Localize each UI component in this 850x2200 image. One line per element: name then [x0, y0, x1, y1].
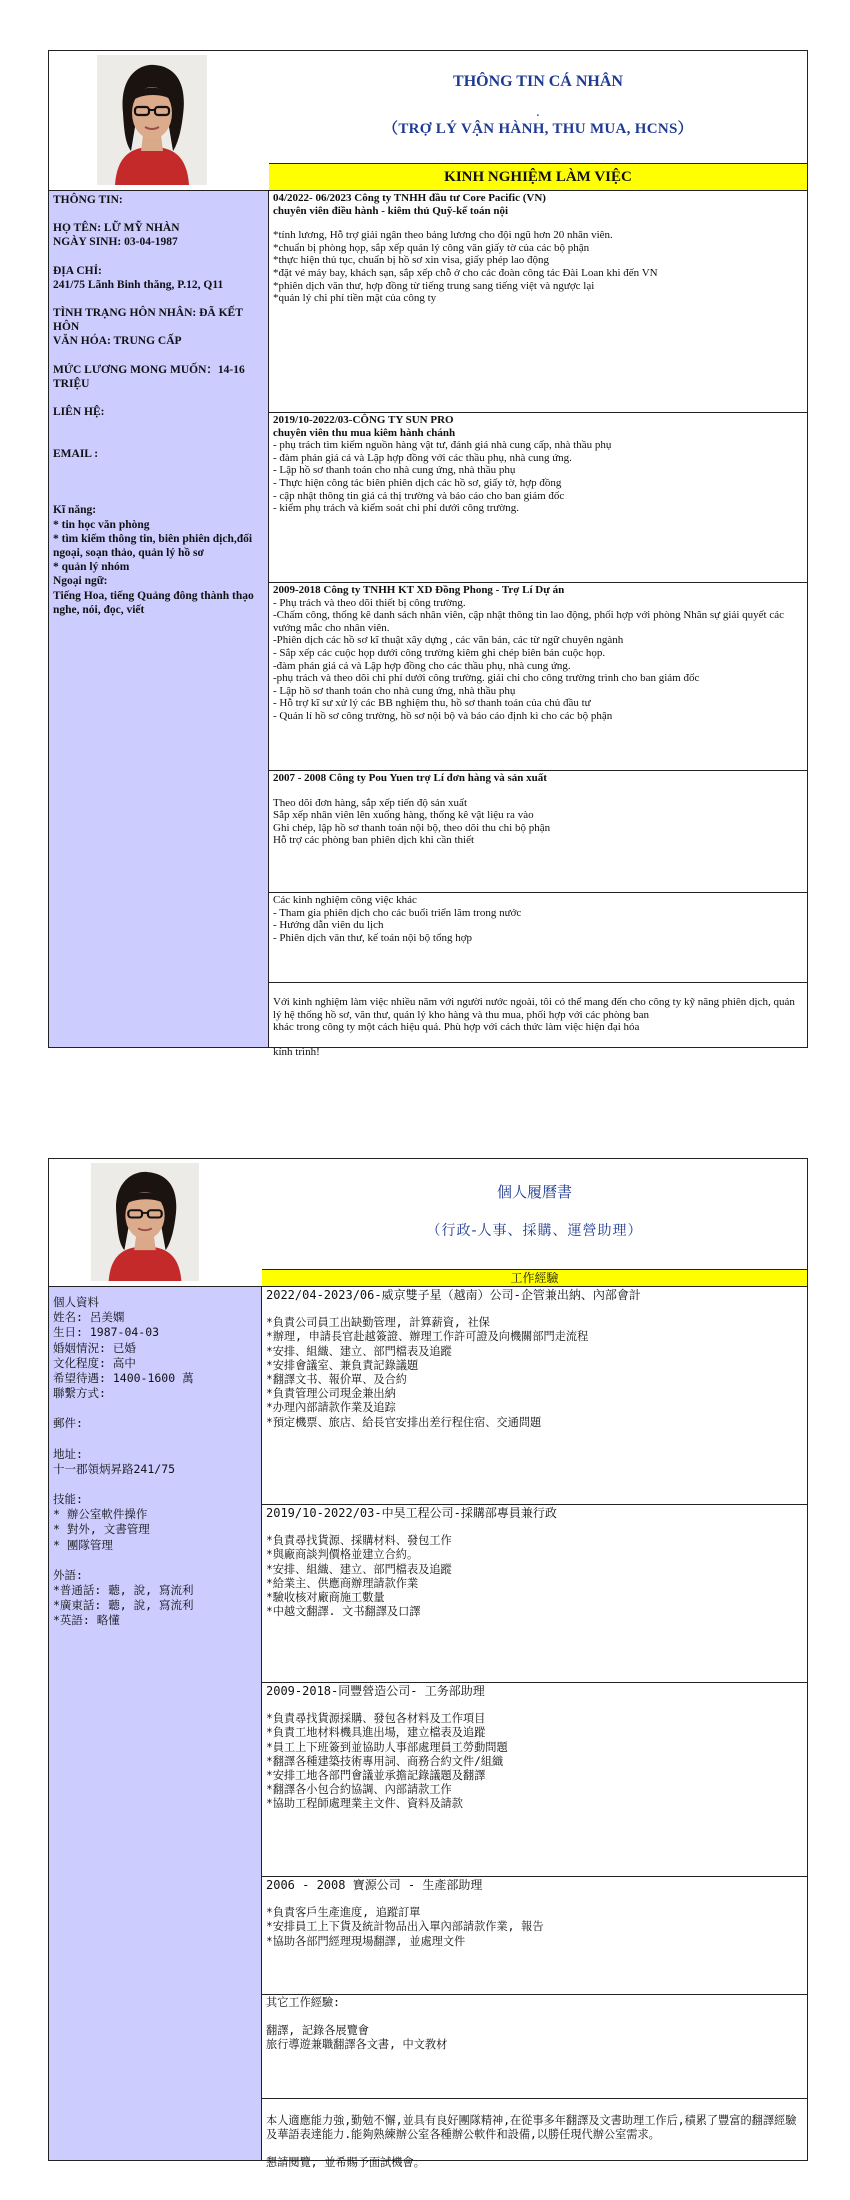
job-duty-line: *協助各部門經理現場翻譯, 並處理文件	[266, 1934, 466, 1948]
sidebar-line	[53, 433, 264, 447]
job-duty-line	[266, 2142, 803, 2156]
job-duty-line: *負責客戶生產進度, 追蹤訂單	[266, 1906, 421, 1920]
experience-section	[269, 983, 807, 1058]
job-duty-line: -Chấm công, thống kê danh sách nhân viên, cập nhật thông tin lao động, phối hợp với phòng Nhân sự giải quyết các vướng mắc cho nhân viên.	[273, 609, 787, 634]
job-duty-line: Hỗ trợ các phòng ban phiên dịch khi cần thiết	[273, 834, 475, 847]
job-duty-line: *預定機票、旅店、給長官安排出差行程住宿、交通問題	[266, 1415, 542, 1429]
job-duty-line: *負責工地材料機具進出場，建立檔表及追蹤	[266, 1726, 486, 1740]
experience-section	[262, 1877, 807, 1995]
sidebar-line	[53, 1432, 257, 1447]
experience-header: 工作經驗	[262, 1269, 807, 1287]
job-duty-line: *安排工地各部門會議並承擔記錄議題及翻譯	[266, 1769, 486, 1783]
sidebar-line: HỌ TÊN: LỮ MỸ NHÀN	[53, 222, 180, 235]
sidebar-line	[53, 250, 264, 264]
job-duty-line	[273, 984, 803, 996]
job-duty-line	[266, 2100, 803, 2114]
sidebar-line	[53, 1477, 257, 1492]
sidebar-line: VĂN HÓA: TRUNG CẤP	[53, 335, 182, 348]
sidebar-line: MỨC LƯƠNG MONG MUỐN：14-16 TRIỆU	[53, 363, 248, 390]
job-duty-line: - Lập hồ sơ thanh toán cho nhà cung ứng, nhà thầu phụ	[273, 684, 516, 697]
job-duty-line: *辦理, 申請長官赴越簽證、辦理工作許可證及向機關部門走流程	[266, 1330, 589, 1344]
experience-section	[262, 1505, 807, 1683]
job-duty-line	[266, 1892, 803, 1906]
job-duty-line: - đàm phán giá cả và Lập hợp đồng với các thầu phụ, nhà cung ứng.	[273, 451, 572, 464]
portrait-illustration	[91, 1163, 199, 1281]
page-subtitle	[269, 108, 807, 138]
sidebar-line: * 辦公室軟件操作	[53, 1507, 148, 1522]
job-duty-line: *驗收核对廠商施工數量	[266, 1591, 385, 1605]
personal-info	[49, 193, 268, 617]
sidebar-line: *普通話: 聽, 說, 寫流利	[53, 1583, 194, 1598]
page-title: 個人履曆書	[496, 1183, 572, 1201]
job-duty-line: -đàm phán giá cả và Lập hợp đồng cho các thầu phụ, nhà cung ứng.	[273, 659, 571, 672]
decorative-dot: .	[536, 108, 540, 119]
job-duty-line: - Hướng dẫn viên du lịch	[273, 919, 384, 932]
sidebar-line	[53, 461, 264, 475]
job-title: 2006 - 2008 寶源公司 - 生產部助理	[266, 1878, 483, 1892]
job-title: 2007 - 2008 Công ty Pou Yuen trợ Lí đơn hàng và sản xuất	[273, 772, 547, 784]
job-duty-line: *安排員工上下貨及統計物品出入單內部請款作業, 報告	[266, 1920, 544, 1934]
page-subtitle-text: （TRỢ LÝ VẬN HÀNH, THU MUA, HCNS）	[383, 121, 693, 137]
job-duty-line	[273, 785, 803, 797]
job-duty-line: *員工上下班簽到並協助人事部處理員工勞動問題	[266, 1740, 508, 1754]
sidebar-line: * tin học văn phòng	[53, 518, 150, 531]
job-duty-line: -Phiên dịch các hồ sơ kĩ thuật xây dựng , các văn bản, các từ ngữ chuyên ngành	[273, 634, 624, 647]
job-duty-line: 其它工作經驗:	[266, 1996, 340, 2009]
job-duty-line: Ghi chép, lập hồ sơ thanh toán nội bộ, theo dõi thu chi bộ phận	[273, 821, 551, 834]
sidebar-line: LIÊN HỆ:	[53, 406, 105, 419]
sidebar-line: 241/75 Lãnh Binh thăng, P.12, Q11	[53, 278, 224, 291]
resume-sheet-chinese	[48, 1158, 808, 2170]
job-duty-line: - Lập hồ sơ thanh toán cho nhà cung ứng, nhà thầu phụ	[273, 464, 516, 477]
job-duty-line: - Phiên dịch văn thư, kế toán nội bộ tổng hợp	[273, 931, 473, 944]
sidebar-line	[53, 292, 264, 306]
experience-section	[269, 191, 807, 413]
profile-photo	[91, 1163, 199, 1281]
job-duty-line	[273, 217, 803, 229]
sidebar-line: 文化程度: 高中	[53, 1355, 136, 1370]
sidebar-line: Kĩ năng:	[53, 504, 97, 517]
job-title: 2009-2018-同豐營造公司- 工务部助理	[266, 1684, 485, 1698]
job-duty-line: 翻譯, 記錄各展覽會	[266, 2024, 369, 2038]
sidebar-line	[53, 349, 264, 363]
job-role: chuyên viên điều hành - kiêm thủ Quỹ-kế toán nội	[273, 204, 509, 217]
sidebar-line: *廣東話: 聽, 說, 寫流利	[53, 1598, 194, 1613]
sidebar-line	[53, 475, 264, 489]
photo-frame	[49, 1159, 262, 1287]
job-title: 2019/10-2022/03-CÔNG TY SUN PRO	[273, 414, 454, 426]
sidebar-line: 十一郡領炳昇路241/75	[53, 1461, 176, 1476]
page-title: THÔNG TIN CÁ NHÂN	[453, 73, 623, 90]
sidebar-line	[53, 489, 264, 503]
sidebar-line: Tiếng Hoa, tiếng Quảng đông thành thạo nghe, nói, đọc, viết	[53, 589, 257, 616]
experience-section	[269, 771, 807, 893]
job-duty-line: - phụ trách tìm kiếm nguồn hàng vật tư, đánh giá nhà cung cấp, nhà thầu phụ	[273, 439, 612, 452]
job-duty-line: *中越文翻譯. 文书翻譯及口譯	[266, 1605, 421, 1619]
experience-section	[269, 583, 807, 771]
job-duty-line: -phụ trách và theo dõi chi phí dưới công trường. giải chi cho công trường trình cho ban giám đốc	[273, 672, 700, 685]
sidebar-line: * quản lý nhóm	[53, 561, 130, 574]
sidebar-line: 姓名: 呂美嫻	[53, 1310, 125, 1325]
experience-section	[269, 413, 807, 583]
sidebar-line: ĐỊA CHỈ:	[53, 264, 102, 277]
job-duty-line: - Hỗ trợ kĩ sư xử lý các BB nghiệm thu, hồ sơ thanh toán của chủ đầu tư	[273, 697, 591, 710]
job-title: 2009-2018 Công ty TNHH KT XD Đồng Phong - Trợ Lí Dự án	[273, 584, 565, 596]
job-title: 2022/04-2023/06-威京雙子星（越南）公司-企管兼出納、內部會計	[266, 1288, 641, 1302]
job-role: chuyên viên thu mua kiêm hành chánh	[273, 426, 456, 439]
sidebar-line: 生日: 1987-04-03	[53, 1325, 160, 1340]
job-duty-line: *安排會議室、兼負責記錄議題	[266, 1358, 419, 1372]
job-duty-line: - cập nhật thông tin giá cả thị trường và báo cáo cho ban giám đốc	[273, 489, 565, 502]
job-duty-line: *負責管理公司現金兼出納	[266, 1387, 396, 1401]
job-duty-line: *đặt vé máy bay, khách sạn, sắp xếp chỗ ở cho các đoàn công tác Đài Loan khi đến VN	[273, 266, 658, 279]
job-duty-line: *翻譯文书、報价單、及合約	[266, 1373, 407, 1387]
personal-info	[49, 1295, 261, 1629]
job-duty-line: *办理內部請款作業及追踪	[266, 1401, 396, 1415]
sidebar-line: *英語: 略懂	[53, 1613, 120, 1628]
sidebar-line: 婚姻情況: 已婚	[53, 1340, 136, 1355]
job-duty-line: *thực hiện thủ tục, chuẩn bị hồ sơ xin visa, giấy phép lao động	[273, 254, 550, 267]
job-duty-line: *負責尋找貨源採購、發包各材料及工作項目	[266, 1712, 486, 1726]
job-title: 04/2022- 06/2023 Công ty TNHH đầu tư Core Pacific (VN)	[273, 192, 546, 204]
job-duty-line: *chuẩn bị phòng họp, sắp xếp quản lý công văn giấy tờ của các bộ phận	[273, 241, 590, 254]
sidebar-line: * 團隊管理	[53, 1537, 113, 1552]
sidebar-line: * tìm kiếm thông tin, biên phiên dịch,đối ngoại, soạn thảo, quản lý hồ sơ	[53, 532, 255, 560]
sidebar-line	[53, 1401, 257, 1416]
job-duty-line	[266, 1520, 803, 1534]
sidebar-line: NGÀY SINH: 03-04-1987	[53, 236, 178, 249]
job-duty-line	[266, 1302, 803, 1316]
sidebar-line: 個人資料	[53, 1295, 99, 1309]
sidebar-line: * 對外, 文書管理	[53, 1522, 150, 1537]
sidebar-line: EMAIL :	[53, 448, 99, 461]
experience-section	[269, 893, 807, 983]
job-duty-line: *翻譯各小包合約協調、內部請款工作	[266, 1783, 452, 1797]
job-duty-line	[266, 2010, 803, 2024]
portrait-illustration	[97, 55, 207, 185]
job-duty-line: *quản lý chi phí tiền mặt của công ty	[273, 292, 437, 305]
job-duty-line: *tính lương, Hỗ trợ giải ngân theo bảng lương cho đội ngũ hơn 20 nhân viên.	[273, 229, 613, 242]
experience-section	[262, 1683, 807, 1877]
header	[262, 1159, 807, 1267]
job-duty-line: *安排、組織、建立、部門檔表及追蹤	[266, 1344, 452, 1358]
job-duty-line: Với kinh nghiệm làm việc nhiều năm với người nước ngoài, tôi có thể mang đến cho công ty kỹ năng phiên dịch, quản lý hệ thống hồ sơ, văn thư, quản lý kho hàng và thu mua, phối hợp với các phòng ban	[273, 996, 798, 1021]
job-duty-line: khác trong công ty một cách hiệu quả. Phù hợp với cách thức làm việc hiện đại hóa	[273, 1021, 640, 1034]
sidebar-line	[53, 207, 264, 221]
sidebar	[49, 51, 269, 1047]
job-duty-line	[266, 1698, 803, 1712]
job-duty-line: - Sắp xếp các cuộc họp dưới công trường kiêm ghi chép biên bản cuộc họp.	[273, 646, 606, 659]
job-duty-line: - Thực hiện công tác biên phiên dịch các hồ sơ, giấy tờ, hợp đồng	[273, 476, 562, 489]
job-duty-line: 懇請閱覽, 並希賜予面試機會。	[266, 2156, 425, 2170]
sidebar-line: Ngoại ngữ:	[53, 575, 108, 588]
experience-header: KINH NGHIỆM LÀM VIỆC	[269, 163, 807, 191]
sidebar-line: 聯繫方式:	[53, 1386, 106, 1401]
job-duty-line: - kiểm phụ trách và kiểm soát chi phí dưới công trường.	[273, 502, 519, 515]
job-duty-line: 旅行導遊兼職翻譯各文書, 中文教材	[266, 2038, 448, 2052]
job-duty-line: - Tham gia phiên dịch cho các buổi triển lãm trong nước	[273, 906, 522, 919]
job-duty-line: *phiên dịch văn thư, hợp đồng từ tiếng trung sang tiếng việt và ngược lại	[273, 279, 595, 292]
sidebar-line: 地址:	[53, 1446, 83, 1461]
experience-section	[262, 1995, 807, 2099]
job-duty-line: *協助工程師處理業主文件、資料及請款	[266, 1797, 463, 1811]
sidebar-line: 郵件:	[53, 1416, 83, 1431]
job-duty-line: Các kinh nghiệm công việc khác	[273, 894, 417, 906]
sidebar-line	[53, 391, 264, 405]
job-duty-line: 本人適應能力強,勤勉不懈,並具有良好團隊精神,在從事多年翻譯及文書助理工作后,積累了豐富的翻譯經驗及華語表達能力.能夠熟練辦公室各種辦公軟件和設備,以勝任現代辦公室需求。	[266, 2114, 797, 2142]
job-duty-line: *負責公司員工出缺勤管理, 計算薪資, 社保	[266, 1316, 490, 1330]
job-duty-line: Sắp xếp nhân viên lên xuống hàng, thống kê vật liệu ra vào	[273, 809, 534, 822]
job-duty-line: *與廠商談判價格並建立合約。	[266, 1548, 419, 1562]
job-duty-line: - Phụ trách và theo dõi thiết bị công trường.	[273, 596, 466, 609]
job-duty-line: - Quản lí hồ sơ công trường, hồ sơ nội bộ và báo cáo định kì cho các bộ phận	[273, 709, 613, 722]
sidebar-line: 技能:	[53, 1492, 83, 1507]
job-duty-line: *翻譯各種建築技術專用詞、商務合約文件/組織	[266, 1754, 504, 1768]
header	[269, 51, 807, 161]
job-duty-line: Theo dõi đơn hàng, sắp xếp tiến độ sản xuất	[273, 796, 467, 809]
sidebar-line: THÔNG TIN:	[53, 194, 123, 206]
job-duty-line: *給業主、供應商辦理請款作業	[266, 1576, 419, 1590]
profile-photo	[97, 55, 207, 185]
sidebar-line: TÌNH TRẠNG HÔN NHÂN: ĐÃ KẾT HÔN	[53, 307, 246, 334]
page-subtitle: （行政-人事、採購、運營助理）	[426, 1223, 643, 1239]
job-duty-line: kính trình!	[273, 1045, 320, 1058]
sidebar-line	[53, 419, 264, 433]
sidebar-line: 希望待遇: 1400-1600 萬	[53, 1371, 194, 1386]
job-duty-line	[273, 1034, 803, 1046]
resume-sheet-vietnamese	[48, 50, 808, 1058]
sidebar-line	[53, 1553, 257, 1568]
job-duty-line: *負責尋找貨源、採購材料、發包工作	[266, 1534, 452, 1548]
job-title: 2019/10-2022/03-中昊工程公司-採購部專員兼行政	[266, 1506, 557, 1520]
experience-section	[262, 1287, 807, 1505]
job-duty-line: *安排、組織、建立、部門檔表及追蹤	[266, 1562, 452, 1576]
sidebar	[49, 1159, 262, 2160]
photo-frame	[49, 51, 269, 191]
sidebar-line: 外語:	[53, 1567, 83, 1582]
experience-section	[262, 2099, 807, 2170]
